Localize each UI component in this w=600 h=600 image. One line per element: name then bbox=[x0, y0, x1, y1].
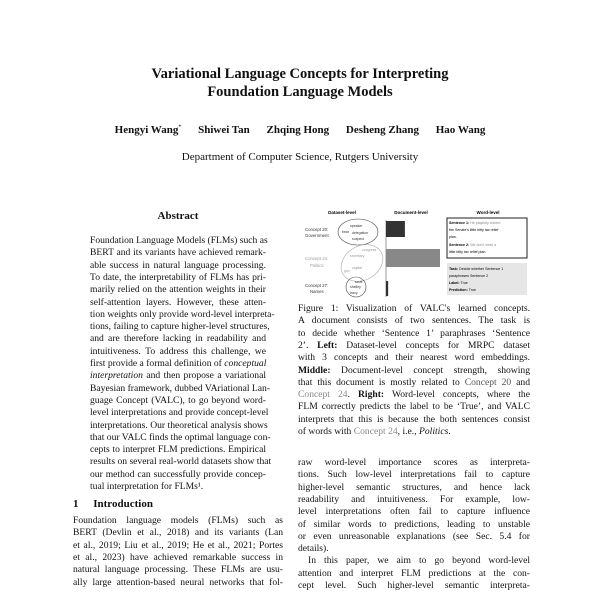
text-line: raw word-level importance scores as interpreta- bbox=[298, 457, 530, 468]
svg-text:Prediction: True bbox=[449, 288, 476, 292]
prediction-label: Prediction: bbox=[449, 288, 468, 292]
section-heading bbox=[73, 498, 153, 510]
text-line: A document consists of two sentences. The task is bbox=[298, 315, 530, 327]
section-number: 1 bbox=[73, 498, 79, 510]
word: bear bbox=[342, 230, 350, 234]
concept-label: Concept 24: bbox=[305, 256, 329, 261]
paper-title-line1: Variational Language Concepts for Interpreting bbox=[151, 66, 449, 82]
word: scott bbox=[355, 280, 363, 284]
text-line: Concept 24. Right: Word-level concepts, where the bbox=[298, 389, 530, 401]
text-line: tions, failing to capture higher-level structures, bbox=[90, 321, 270, 333]
concept-label: Names bbox=[310, 289, 324, 294]
concept-label: Government bbox=[305, 233, 329, 238]
affiliation: Department of Computer Science, Rutgers University bbox=[181, 151, 419, 163]
abstract-heading: Abstract bbox=[157, 210, 199, 222]
sentence-text: the Senate's little bitty tax relief bbox=[449, 228, 499, 232]
svg-text:Task: Decide whether Sentence bbox=[449, 267, 503, 271]
sentence-text: He playfully chided bbox=[470, 221, 501, 225]
text-line: Middle: Document-level concept strength, showing bbox=[298, 364, 530, 376]
text-line: Figure 1: Visualization of VALC's learned concepts. bbox=[298, 303, 530, 314]
text-line: ally large attention-based neural networks that fol- bbox=[73, 576, 283, 588]
text-line: or even unreasonable explanations (see Sec. 5.4 for bbox=[298, 530, 530, 542]
concept-label: Concept 20: bbox=[305, 227, 329, 232]
word: secretary bbox=[350, 254, 365, 258]
authors bbox=[0, 124, 600, 136]
text-line: tion weights only provide word-level interpreta- bbox=[90, 308, 275, 320]
word: delegation bbox=[352, 231, 369, 235]
text-line: of similar words to predictions, leading to unstable bbox=[298, 518, 530, 530]
concept-label: Politics bbox=[310, 263, 324, 268]
section-title: Introduction bbox=[93, 498, 153, 510]
text-line: level interpretations and provide concept-level bbox=[90, 407, 269, 419]
prediction-value: True bbox=[468, 288, 476, 292]
task-text: Decide whether Sentence 1 bbox=[459, 267, 504, 271]
svg-text:Label: True bbox=[449, 281, 468, 285]
text-line: attention and interpret FLM predictions at the con- bbox=[298, 567, 530, 579]
paper-title-line2: Foundation Language Models bbox=[207, 84, 393, 100]
text-line: tual interpretation for FLMs¹. bbox=[90, 481, 204, 492]
fig-header: Word-level bbox=[476, 210, 500, 215]
word: speaker bbox=[350, 224, 363, 228]
sentence-label: Sentence 2: bbox=[449, 243, 470, 247]
fig-header: Document-level bbox=[394, 210, 428, 215]
figure-1 bbox=[300, 205, 540, 300]
text-line: able success in natural language processing. bbox=[90, 259, 266, 271]
author: Hao Wang bbox=[435, 124, 486, 136]
svg-text:Sentence 2: We don't need a bbox=[449, 243, 496, 247]
text-line: natural language processing. These FLMs are usu- bbox=[73, 564, 283, 576]
fig-header: Dataset-level bbox=[328, 210, 356, 215]
concept-strength-bar bbox=[386, 221, 405, 237]
text-line: interpretations. Our theoretical analysis shows bbox=[90, 419, 268, 431]
sentence-text: plan. bbox=[449, 235, 457, 239]
word: tracy bbox=[350, 291, 358, 295]
text-line: et al., 2019; Liu et al., 2019; He et al., 2021; Portes bbox=[73, 539, 283, 551]
author-mark: * bbox=[178, 124, 182, 131]
text-line: intuitiveness. To address this challenge, we bbox=[90, 345, 266, 357]
text-line: interprets that this is because the both sentences consist bbox=[298, 413, 530, 425]
word: congress bbox=[362, 248, 377, 252]
text-line: In this paper, we aim to go beyond word-level bbox=[308, 555, 530, 567]
text-line: results on several real-world datasets show that bbox=[90, 456, 272, 468]
text-line: that our VALC finds the optimal language con- bbox=[90, 431, 271, 443]
sentence-text: We don't need a bbox=[470, 243, 497, 247]
text-line: to decide whether ‘Sentence 1’ paraphrases ‘Sentence bbox=[298, 327, 530, 339]
author: Desheng Zhang bbox=[345, 124, 419, 136]
text-line: 2’. Left: Dataset-level concepts for MRPC dataset bbox=[298, 339, 530, 351]
word: capital bbox=[352, 266, 363, 270]
text-line: first provide a formal definition of conceptual bbox=[90, 358, 267, 369]
task-label: Task: bbox=[449, 267, 459, 271]
sentence-label: Sentence 1: bbox=[449, 221, 470, 225]
author: Zhqing Hong bbox=[266, 124, 330, 136]
concept-label: Concept 27: bbox=[305, 283, 329, 288]
concept-strength-bar bbox=[386, 281, 388, 296]
text-line: that this document is mostly related to Concept 20 and bbox=[298, 376, 530, 388]
text-line: our method can successfully provide concep- bbox=[90, 468, 266, 480]
text-line: marily relied on the attention weights in their bbox=[90, 284, 266, 296]
label-value: True bbox=[460, 281, 468, 285]
text-line: Bayesian framework, dubbed VAriational Lan- bbox=[90, 382, 271, 394]
svg-text:Sentence 1: He playfully chide bbox=[449, 221, 500, 225]
text-line: interpretation and then propose a variational bbox=[90, 370, 266, 382]
text-line: tions. Such low-level interpretations fail to capture bbox=[298, 469, 530, 481]
word: gov bbox=[344, 269, 350, 273]
text-line: with 3 concepts and their nearest word embeddings. bbox=[298, 352, 530, 364]
text-line: of words with Concept 24, i.e., Politics. bbox=[298, 426, 451, 437]
text-line: self-attention layers. However, these atten- bbox=[90, 296, 266, 308]
text-line: et al., 2023) have achieved remarkable success in bbox=[73, 551, 283, 563]
text-line: BERT (Devlin et al., 2018) and its variants (Lan bbox=[73, 527, 283, 539]
sentence-text: little bitty tax relief plan. bbox=[449, 250, 487, 254]
text-line: FLM correctly predicts the label to be ‘True’, and VALC bbox=[298, 401, 530, 413]
text-line: cept level. Such higher-level semantic interpreta- bbox=[298, 580, 530, 591]
text-line: Foundation language models (FLMs) such as bbox=[73, 515, 283, 526]
word: suspect bbox=[352, 237, 365, 241]
text-line: To date, the interpretability of FLMs has pri- bbox=[90, 271, 266, 283]
text-line: guage Concept (VALC), to go beyond word- bbox=[90, 394, 266, 406]
author: Hengyi Wang bbox=[114, 124, 179, 136]
text-line: Foundation Language Models (FLMs) such as bbox=[90, 235, 268, 246]
word: shelley bbox=[350, 285, 361, 289]
author: Shiwei Tan bbox=[198, 124, 250, 136]
text-line: higher-level semantic structures, and hence lack bbox=[298, 481, 530, 493]
text-line: and are therefore lacking in readability and bbox=[90, 333, 266, 345]
text-line: cepts to interpret FLM predictions. Empirical bbox=[90, 444, 266, 456]
text-line: details). bbox=[298, 543, 329, 555]
text-line: readability and intuitiveness. For example, low- bbox=[298, 493, 530, 505]
text-line: BERT and its variants have achieved remark- bbox=[90, 247, 266, 259]
task-text: paraphrases Sentence 2 bbox=[449, 274, 489, 278]
text-line: level interpretations often fail to capture influence bbox=[298, 506, 530, 518]
label-label: Label: bbox=[449, 281, 460, 285]
concept-strength-bar bbox=[386, 249, 440, 267]
